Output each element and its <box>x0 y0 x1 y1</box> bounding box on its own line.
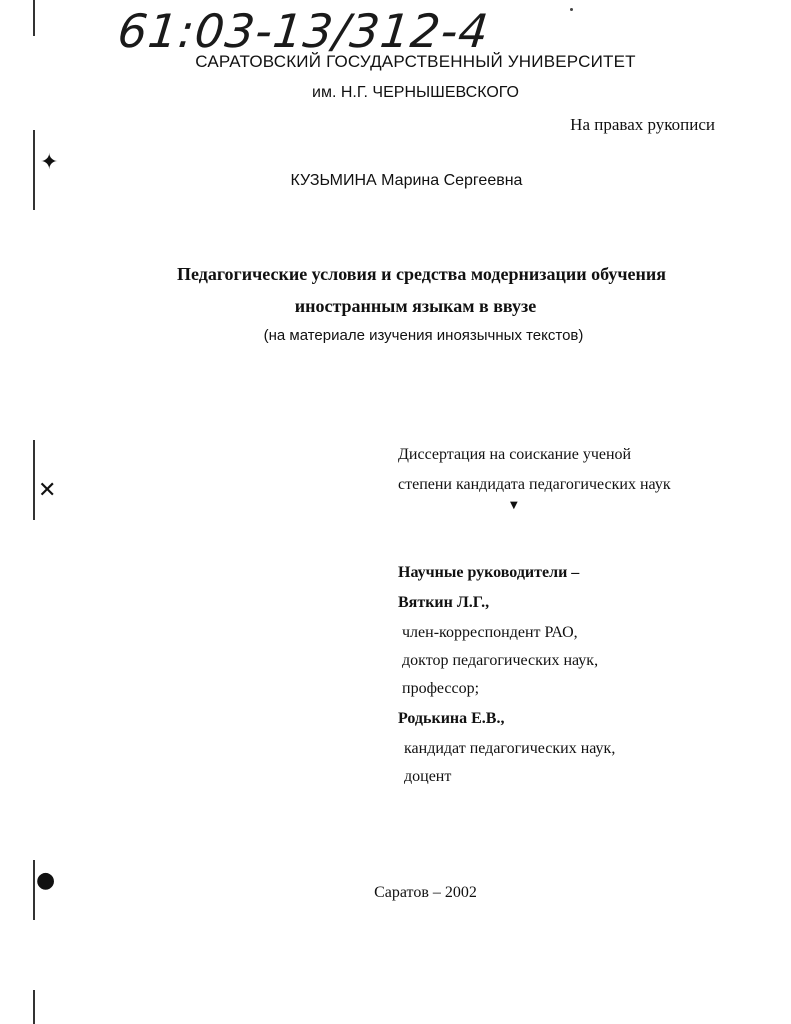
scan-mark: ✦ <box>40 150 59 175</box>
supervisor-1-name: Вяткин Л.Г., <box>398 594 490 611</box>
supervisor-2-title: кандидат педагогических наук, <box>404 740 616 757</box>
supervisor-1-title: доктор педагогических наук, <box>402 652 599 669</box>
university-name: САРАТОВСКИЙ ГОСУДАРСТВЕННЫЙ УНИВЕРСИТЕТ <box>195 52 636 71</box>
university-named-after: им. Н.Г. ЧЕРНЫШЕВСКОГО <box>312 84 519 101</box>
supervisor-2-name: Родькина Е.В., <box>398 710 505 727</box>
supervisors-heading: Научные руководители – <box>398 564 580 581</box>
supervisor-2-title: доцент <box>404 768 452 785</box>
ink-dot <box>570 8 573 11</box>
supervisor-1-title: член-корреспондент РАО, <box>402 624 578 641</box>
dissertation-subtitle: (на материале изучения иноязычных текстов) <box>263 327 584 344</box>
scan-mark: ● <box>36 868 56 893</box>
dissertation-title-line-2: иностранным языкам в ввузе <box>294 296 537 316</box>
handwritten-catalogue-number: 61:03-13/312-4 <box>115 4 492 58</box>
degree-line-2: степени кандидата педагогических наук <box>398 476 671 493</box>
scan-edge-line <box>33 0 35 36</box>
scan-edge-line <box>33 130 35 210</box>
supervisor-1-title: профессор; <box>402 680 480 697</box>
dissertation-title-line-1: Педагогические условия и средства модернизации обучения <box>176 264 667 284</box>
scan-edge-line <box>33 990 35 1024</box>
manuscript-rights-note: На правах рукописи <box>570 115 715 134</box>
ink-speck: ▼ <box>510 500 518 511</box>
scan-mark: ✕ <box>38 478 57 503</box>
author-name: КУЗЬМИНА Марина Сергеевна <box>290 172 523 189</box>
scan-edge-line <box>33 440 35 520</box>
city-and-year: Саратов – 2002 <box>374 884 477 901</box>
degree-line-1: Диссертация на соискание ученой <box>398 446 632 463</box>
